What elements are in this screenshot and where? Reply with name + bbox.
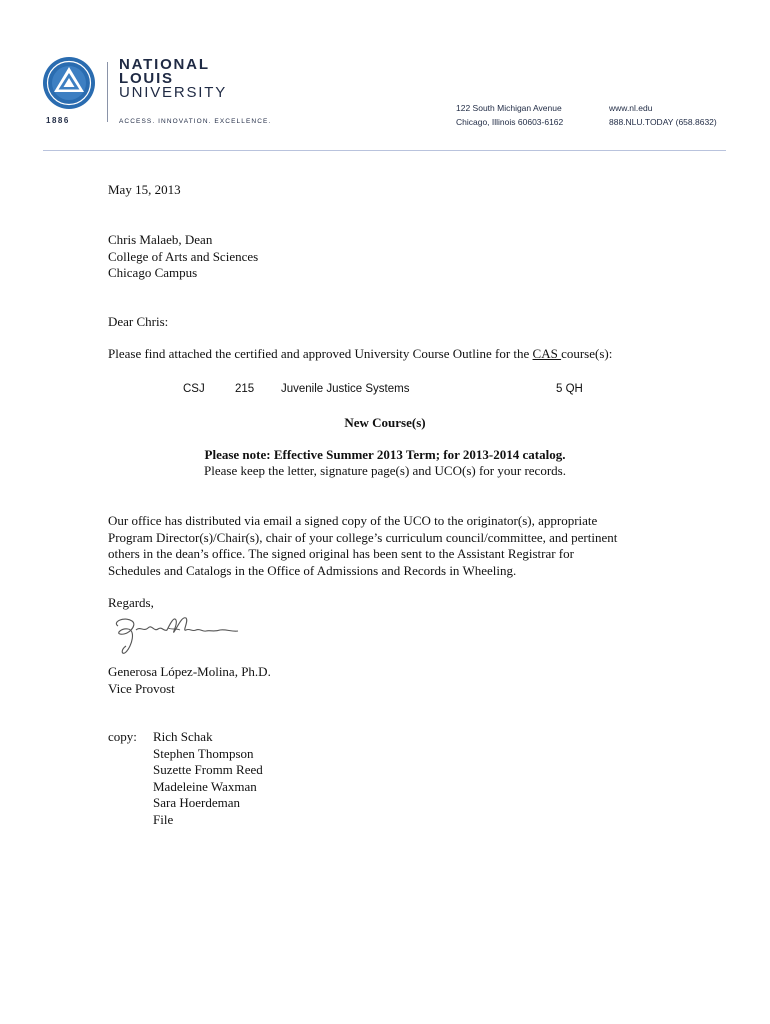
university-seal-icon bbox=[42, 56, 96, 110]
university-name-line2: LOUIS bbox=[119, 70, 174, 87]
copy-recipient: Rich Schak bbox=[153, 729, 213, 744]
copy-list bbox=[153, 729, 263, 828]
letterhead-divider bbox=[107, 62, 108, 122]
recipient-line: Chicago Campus bbox=[108, 265, 198, 280]
course-prefix: CSJ bbox=[183, 383, 205, 395]
section-heading: New Course(s) bbox=[344, 415, 426, 430]
salutation: Dear Chris: bbox=[108, 314, 169, 329]
signer-block bbox=[108, 664, 271, 697]
copy-recipient: Stephen Thompson bbox=[153, 745, 254, 761]
college-abbrev: CAS bbox=[532, 346, 562, 361]
records-note: Please keep the letter, signature page(s) and UCO(s) for your records. bbox=[204, 463, 566, 478]
street-address: 122 South Michigan Avenue bbox=[456, 103, 562, 113]
recipient-line: College of Arts and Sciences bbox=[108, 248, 259, 264]
recipient-block bbox=[108, 232, 258, 282]
course-credits: 5 QH bbox=[556, 383, 583, 395]
paragraph-line: Program Director(s)/Chair(s), chair of your college’s curriculum council/committee, and pertinent bbox=[108, 529, 618, 545]
copy-label: copy: bbox=[108, 729, 137, 744]
city-address: Chicago, Illinois 60603-6162 bbox=[456, 117, 564, 127]
course-number: 215 bbox=[235, 383, 255, 395]
signer-title: Vice Provost bbox=[108, 680, 175, 696]
signer-name: Generosa López-Molina, Ph.D. bbox=[108, 664, 271, 679]
paragraph-line: Schedules and Catalogs in the Office of Admissions and Records in Wheeling. bbox=[108, 562, 517, 578]
university-name-line1: NATIONAL bbox=[119, 56, 210, 73]
course-title: Juvenile Justice Systems bbox=[281, 383, 410, 395]
copy-recipient: Sara Hoerdeman bbox=[153, 795, 240, 810]
address-block bbox=[456, 101, 563, 129]
contact-block bbox=[609, 101, 717, 129]
phone: 888.NLU.TODAY (658.8632) bbox=[609, 117, 717, 127]
university-name-line3: UNIVERSITY bbox=[119, 84, 228, 101]
tagline: ACCESS. INNOVATION. EXCELLENCE. bbox=[119, 118, 272, 125]
paragraph-line: others in the dean’s office. The signed original has been sent to the Assistant Registrar for bbox=[108, 546, 574, 561]
handwritten-signature bbox=[110, 612, 245, 664]
intro-line bbox=[108, 346, 612, 363]
recipient-line: Chris Malaeb, Dean bbox=[108, 232, 213, 247]
effective-note: Please note: Effective Summer 2013 Term; for 2013-2014 catalog. bbox=[204, 447, 566, 462]
copy-recipient: File bbox=[153, 811, 174, 827]
letter-date: May 15, 2013 bbox=[108, 182, 181, 197]
copy-recipient: Madeleine Waxman bbox=[153, 778, 257, 794]
paragraph-line: Our office has distributed via email a signed copy of the UCO to the originator(s), appropriate bbox=[108, 513, 598, 528]
website: www.nl.edu bbox=[609, 103, 653, 113]
intro-text-end: course(s): bbox=[561, 346, 613, 361]
university-name bbox=[119, 58, 227, 100]
body-paragraph bbox=[108, 513, 617, 579]
copy-recipient: Suzette Fromm Reed bbox=[153, 762, 263, 777]
closing: Regards, bbox=[108, 595, 154, 610]
founding-year: 1886 bbox=[46, 116, 70, 125]
header-rule bbox=[43, 150, 726, 151]
intro-text: Please find attached the certified and approved University Course Outline for the bbox=[108, 346, 533, 361]
